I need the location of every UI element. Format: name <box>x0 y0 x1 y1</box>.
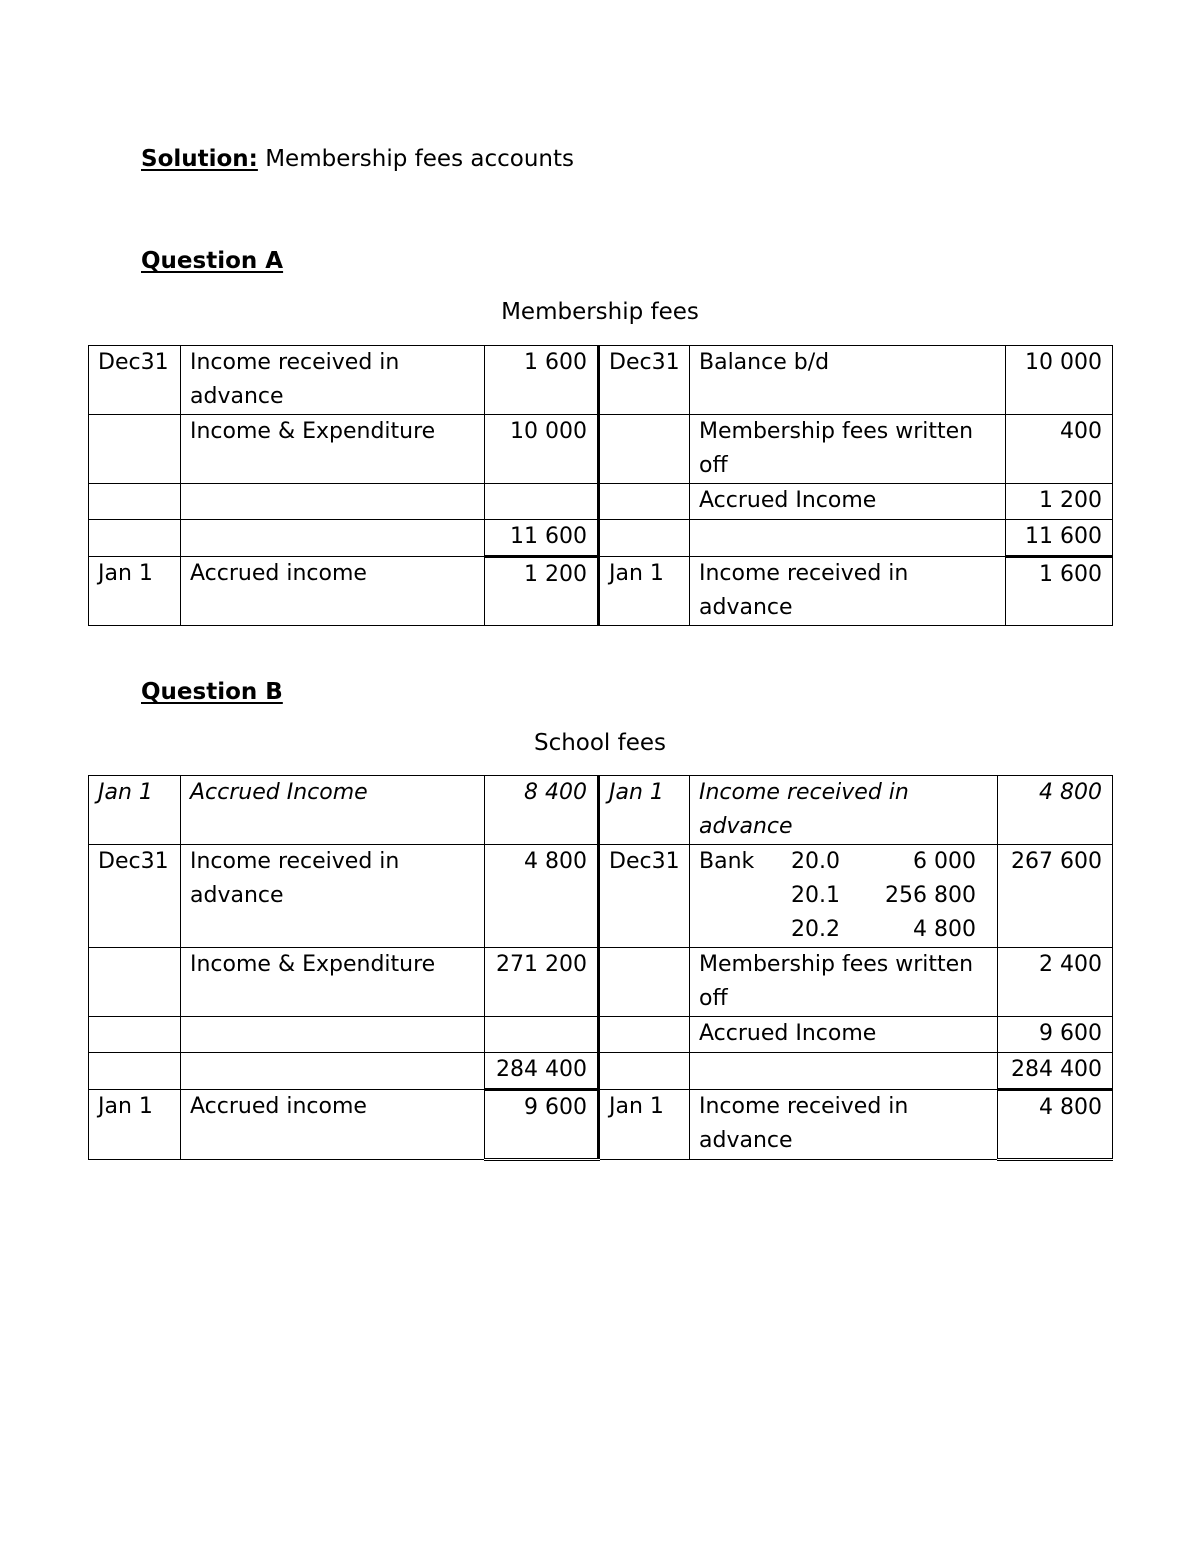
debit-date: Dec31 <box>89 845 181 948</box>
ledger-row <box>89 1090 1113 1160</box>
debit-description: Accrued Income <box>181 776 485 845</box>
debit-amount: 1 200 <box>485 557 599 626</box>
credit-description: Accrued Income <box>690 1017 998 1053</box>
debit-date <box>89 1053 181 1090</box>
ledger-row <box>89 776 1113 845</box>
debit-date <box>89 484 181 520</box>
bank-year: 20.2 <box>791 917 840 942</box>
debit-amount: 10 000 <box>485 415 599 484</box>
school-fees-ledger <box>88 775 1113 1161</box>
credit-amount: 10 000 <box>1006 346 1113 415</box>
credit-date <box>599 1017 690 1053</box>
credit-description: Membership fees written off <box>690 948 998 1017</box>
credit-description: Accrued Income <box>690 484 1006 520</box>
credit-date <box>599 520 690 557</box>
debit-date: Dec31 <box>89 346 181 415</box>
ledger-row <box>89 1017 1113 1053</box>
debit-description: Accrued income <box>181 557 485 626</box>
credit-date <box>599 415 690 484</box>
solution-text: Membership fees accounts <box>257 146 574 172</box>
credit-description: Income received in advance <box>690 776 998 845</box>
ledger-total-row <box>89 520 1113 557</box>
bank-year-amount: 4 800 <box>913 917 976 942</box>
credit-amount: 2 400 <box>998 948 1113 1017</box>
solution-label: Solution: <box>141 146 258 172</box>
debit-description <box>181 520 485 557</box>
credit-total: 284 400 <box>998 1053 1113 1090</box>
bank-label: Bank <box>699 849 755 874</box>
credit-date: Jan 1 <box>599 557 690 626</box>
bank-year: 20.1 <box>791 883 840 908</box>
debit-date <box>89 520 181 557</box>
debit-total: 11 600 <box>485 520 599 557</box>
credit-date <box>599 948 690 1017</box>
ledger-row <box>89 415 1113 484</box>
debit-date: Jan 1 <box>89 1090 181 1160</box>
credit-amount: 4 800 <box>998 1090 1113 1160</box>
school-fees-caption: School fees <box>533 730 667 756</box>
debit-amount <box>485 1017 599 1053</box>
bank-entry <box>699 845 988 947</box>
credit-amount: 400 <box>1006 415 1113 484</box>
credit-amount: 267 600 <box>998 845 1113 948</box>
credit-amount: 1 600 <box>1006 557 1113 626</box>
credit-date <box>599 484 690 520</box>
debit-amount: 8 400 <box>485 776 599 845</box>
credit-total: 11 600 <box>1006 520 1113 557</box>
debit-date <box>89 415 181 484</box>
solution-title <box>141 146 574 172</box>
credit-amount: 9 600 <box>998 1017 1113 1053</box>
question-b-heading: Question B <box>141 679 283 705</box>
debit-description: Income received in advance <box>181 845 485 948</box>
debit-description: Accrued income <box>181 1090 485 1160</box>
bank-year-amount: 6 000 <box>913 849 976 874</box>
credit-date <box>599 1053 690 1090</box>
credit-date: Dec31 <box>599 845 690 948</box>
ledger-row <box>89 557 1113 626</box>
debit-date: Jan 1 <box>89 557 181 626</box>
credit-date: Dec31 <box>599 346 690 415</box>
credit-amount: 1 200 <box>1006 484 1113 520</box>
credit-description: Balance b/d <box>690 346 1006 415</box>
credit-description: Income received in advance <box>690 1090 998 1160</box>
credit-amount: 4 800 <box>998 776 1113 845</box>
bank-year-amount: 256 800 <box>885 883 976 908</box>
debit-description <box>181 1017 485 1053</box>
debit-date <box>89 1017 181 1053</box>
question-a-heading: Question A <box>141 248 284 274</box>
credit-description: Membership fees written off <box>690 415 1006 484</box>
debit-description: Income received in advance <box>181 346 485 415</box>
debit-amount: 271 200 <box>485 948 599 1017</box>
membership-fees-ledger <box>88 345 1113 626</box>
ledger-row <box>89 484 1113 520</box>
membership-fees-caption: Membership fees <box>501 299 699 325</box>
credit-date: Jan 1 <box>599 1090 690 1160</box>
ledger-row <box>89 948 1113 1017</box>
debit-amount <box>485 484 599 520</box>
debit-description: Income & Expenditure <box>181 948 485 1017</box>
debit-description: Income & Expenditure <box>181 415 485 484</box>
debit-description <box>181 1053 485 1090</box>
credit-date: Jan 1 <box>599 776 690 845</box>
bank-breakdown <box>791 845 976 947</box>
credit-description <box>690 1053 998 1090</box>
debit-total: 284 400 <box>485 1053 599 1090</box>
debit-date <box>89 948 181 1017</box>
debit-amount: 9 600 <box>485 1090 599 1160</box>
debit-amount: 4 800 <box>485 845 599 948</box>
debit-amount: 1 600 <box>485 346 599 415</box>
debit-description <box>181 484 485 520</box>
ledger-row <box>89 346 1113 415</box>
debit-date: Jan 1 <box>89 776 181 845</box>
ledger-row <box>89 845 1113 948</box>
credit-description <box>690 520 1006 557</box>
bank-year: 20.0 <box>791 849 840 874</box>
ledger-total-row <box>89 1053 1113 1090</box>
credit-description: Income received in advance <box>690 557 1006 626</box>
credit-description <box>690 845 998 948</box>
